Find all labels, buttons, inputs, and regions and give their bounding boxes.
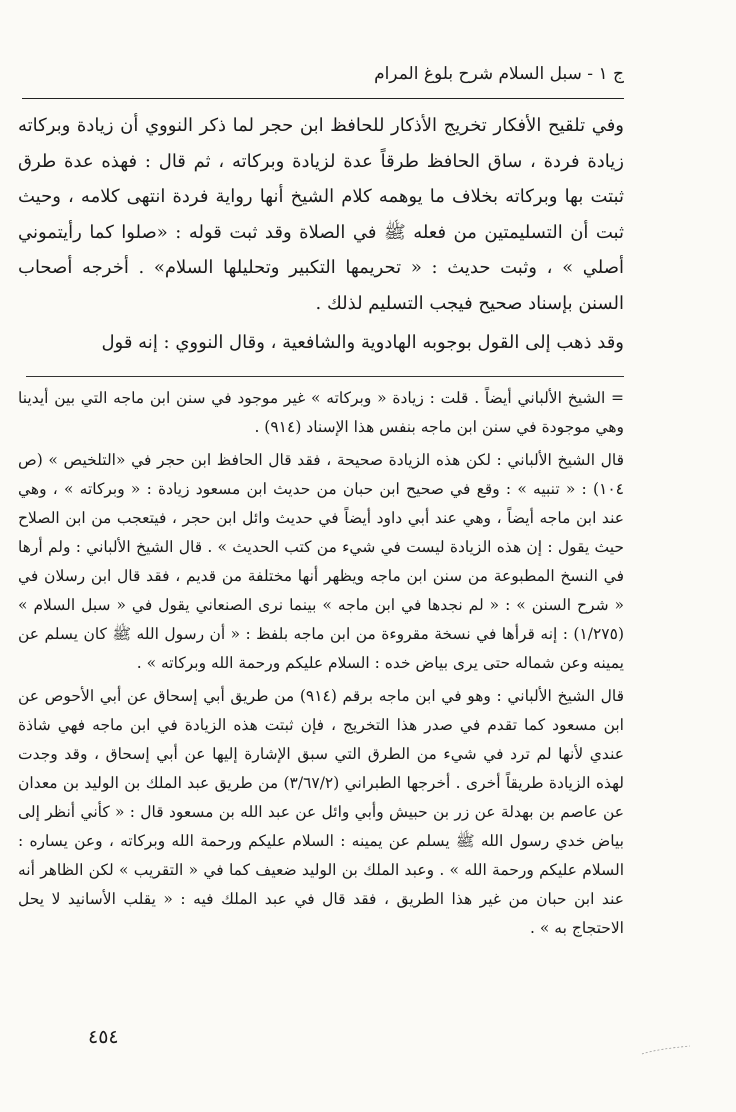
running-header: ج ١ - سبل السلام شرح بلوغ المرام — [374, 64, 624, 84]
main-text — [18, 108, 624, 361]
footnotes — [18, 384, 624, 947]
footnote-paragraph: قال الشيخ الألباني : لكن هذه الزيادة صحيحة ، فقد قال الحافظ ابن حجر في «التلخيص » (ص ١٠٤) : « تنبيه » : وقع في صحيح ابن حبان من حديث ابن مسعود زيادة : « وبركاته » ، وهي عند ابن ماجه أيضاً ، وهي عند أبي داود أيضاً في حديث وائل ابن حجر ، فيتعجب من ابن الصلاح حيث يقول : إن هذه الزيادة ليست في شيء من كتب الحديث » . قال الشيخ الألباني : ولم أرها في النسخ المطبوعة من سنن ابن ماجه ويظهر أنها مختلفة من قديم ، فقد قال ابن رسلان في « شرح السنن » : « لم نجدها في ابن ماجه » بينما نرى الصنعاني يقول في « سبل السلام » (١/٢٧٥) : إنه قرأها في نسخة مقروءة من ابن ماجه بلفظ : « أن رسول الله ﷺ كان يسلم عن يمينه وعن شماله حتى يرى بياض خده : السلام عليكم ورحمة الله وبركاته » . — [18, 451, 624, 672]
scan-mark — [640, 1044, 692, 1058]
footnote-paragraph: قال الشيخ الألباني : وهو في ابن ماجه برقم (٩١٤) من طريق أبي إسحاق عن أبي الأحوص عن ابن مسعود كما تقدم في صدر هذا التخريج ، فإن ثبتت هذه الزيادة في ابن ماجه فهي شاذة عندي لأنها لم ترد في شيء من الطرق التي سبق الإشارة إليها عن أبي إسحاق ، وقد وجدت لهذه الزيادة طريقاً أخرى . أخرجها الطبراني (٣/٦٧/٢) من طريق عبد الملك بن الوليد بن معدان عن عاصم بن بهدلة عن زر بن حبيش وأبي وائل عن عبد الله بن مسعود قال : « كأني أنظر إلى بياض خدي رسول الله ﷺ يسلم عن يمينه : السلام عليكم ورحمة الله وبركاته ، وعن يساره : السلام عليكم ورحمة الله » . وعبد الملك بن الوليد ضعيف كما في « التقريب » لكن الظاهر أنه عند ابن حبان من غير هذا الطريق ، فقد قال في عبد الملك فيه : « يقلب الأسانيد لا يحل الاحتجاج به » . — [18, 687, 625, 937]
main-paragraph-1: وفي تلقيح الأفكار تخريج الأذكار للحافظ ابن حجر لما ذكر النووي أن زيادة وبركاته زيادة فردة ، ساق الحافظ طرقاً عدة لزيادة وبركاته ، ثم قال : فهذه عدة طرق ثبتت بها وبركاته بخلاف ما يوهمه كلام الشيخ أنها رواية فردة انتهى كلامه ، وحيث ثبت أن التسليمتين من فعله ﷺ في الصلاة وقد ثبت قوله : «صلوا كما رأيتموني أصلي » ، وثبت حديث : « تحريمها التكبير وتحليلها السلام» . أخرجه أصحاب السنن بإسناد صحيح فيجب التسليم لذلك . — [18, 115, 624, 314]
page-number: ٤٥٤ — [88, 1026, 119, 1048]
main-paragraph-2: وقد ذهب إلى القول بوجوبه الهادوية والشافعية ، وقال النووي : إنه قول — [101, 332, 624, 353]
footnote-paragraph: = الشيخ الألباني أيضاً . قلت : زيادة « وبركاته » غير موجود في سنن ابن ماجه التي بين أيدينا وهي موجودة في سنن ابن ماجه بنفس هذا الإسناد (٩١٤) . — [18, 389, 624, 436]
footnote-separator — [26, 376, 624, 377]
header-rule — [22, 98, 624, 99]
